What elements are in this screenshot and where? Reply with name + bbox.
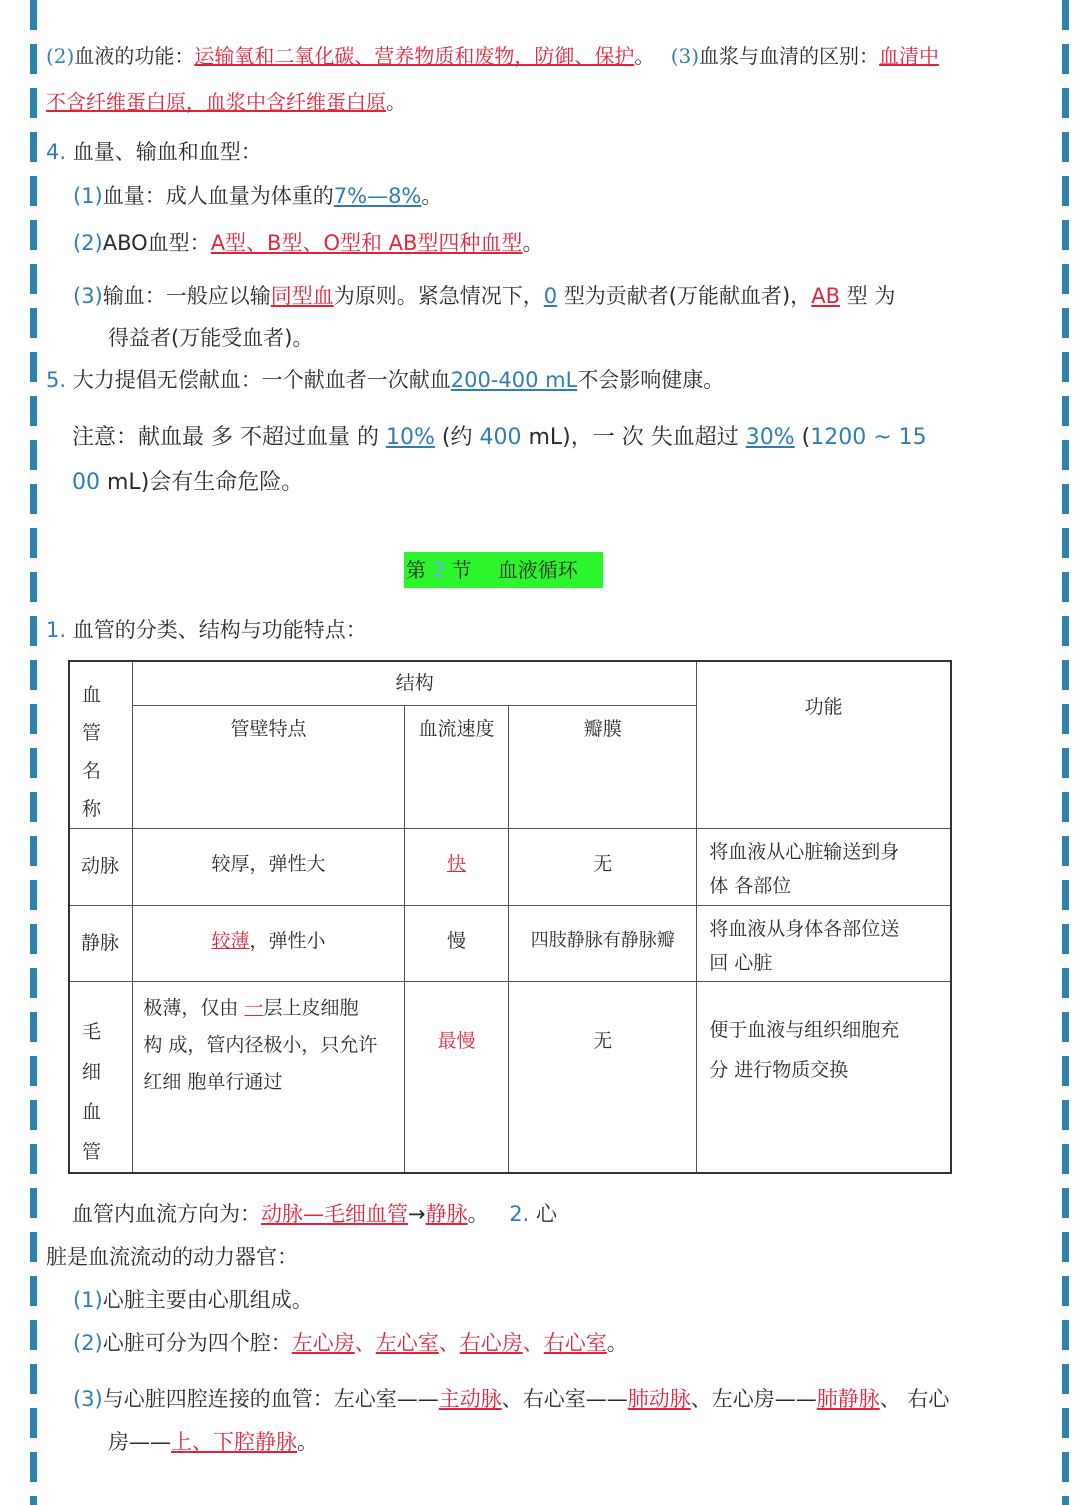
item-text: 与心脏四腔连接的血管：左心室—— (102, 1387, 439, 1411)
section-prefix: 第 (406, 558, 426, 582)
section-name: 血液循环 (497, 558, 578, 582)
header-valve: 瓣膜 (509, 705, 697, 828)
note-value: 00 (72, 470, 100, 495)
answer-text: 不含纤维蛋白原，血浆中含纤维蛋白原 (46, 90, 386, 114)
name-char: 血 (82, 1101, 102, 1123)
punct: 。 (386, 90, 406, 114)
note-value: 400 (479, 425, 522, 450)
function-line: 回 心脏 (709, 952, 773, 974)
answer-text: 200-400 mL (450, 368, 578, 392)
wall-text: ，弹性小 (249, 930, 326, 952)
valve: 无 (509, 829, 697, 906)
item-label: 血液的功能： (74, 44, 195, 68)
flow-speed (404, 982, 509, 1174)
punct: 。 (297, 1430, 318, 1454)
item-number: (2) (46, 44, 75, 68)
item-number: (1) (73, 1288, 103, 1312)
wall-feature: 较厚，弹性大 (133, 829, 404, 906)
vessel-name (69, 982, 133, 1174)
item-text: 血量：成人血量为体重的 (102, 184, 334, 208)
wall-feature (133, 906, 404, 982)
item-text: 得益者(万能受血者)。 (108, 326, 314, 350)
punct: 。 (467, 1202, 489, 1226)
item-text: 型 为 (846, 284, 896, 308)
wall-feature (133, 982, 404, 1174)
wall-text: 极薄，仅由 (143, 997, 239, 1019)
heart-item-1 (73, 1284, 313, 1314)
note-text: (约 (441, 425, 473, 450)
item-number: (3) (73, 1387, 103, 1411)
answer-text: AB (811, 284, 840, 308)
item-text: 心脏主要由心肌组成。 (102, 1288, 313, 1312)
item-number: (3) (670, 44, 700, 68)
separator: 、 (438, 1331, 460, 1355)
flow-speed (404, 829, 509, 906)
heart-item-3-continued (108, 1426, 318, 1456)
note-text: ( (801, 425, 811, 450)
answer-text: 主动脉 (438, 1387, 502, 1411)
section-title (404, 552, 603, 588)
question-number: 5. (46, 368, 67, 392)
header-char: 称 (82, 798, 102, 820)
function-line: 便于血液与组织细胞充 (709, 1019, 900, 1041)
note-text: mL)，一 次 失血超过 (528, 425, 739, 450)
question-number: 1. (46, 618, 67, 642)
item-text: 房—— (108, 1430, 171, 1454)
arrow-icon: → (408, 1202, 426, 1226)
item-text: 输血：一般应以输 (102, 284, 271, 308)
answer-text: 7%—8% (333, 184, 422, 208)
table-row (69, 829, 951, 906)
answer-text: 左心室 (375, 1331, 439, 1355)
note-text: mL)会有生命危险。 (107, 470, 304, 495)
note-line-2 (72, 465, 303, 496)
question-number: 4. (46, 140, 67, 164)
answer-text: 运输氧和二氧化碳、营养物质和废物，防御、保护 (194, 44, 635, 68)
separator: 、 (522, 1331, 544, 1355)
section-suffix: 节 (451, 558, 472, 582)
function-line: 将血液从身体各部位送 (709, 918, 900, 940)
item-text: 、 右心 (879, 1387, 950, 1411)
answer-text: 同型血 (270, 284, 334, 308)
answer-text: 右心室 (543, 1331, 607, 1355)
valve: 四肢静脉有静脉瓣 (509, 906, 697, 982)
note-value: 1200 ~ 15 (810, 425, 927, 450)
note-line-1 (72, 420, 927, 451)
header-function: 功能 (697, 661, 951, 829)
name-char: 管 (82, 1141, 102, 1163)
question-text: 不会影响健康。 (577, 368, 725, 392)
answer-text: 左心房 (291, 1331, 355, 1355)
answer-text: 最慢 (437, 1030, 476, 1052)
header-char: 血 (82, 684, 102, 706)
question-title: 血管的分类、结构与功能特点： (72, 618, 367, 642)
answer-text: 快 (446, 853, 466, 875)
q4-item-3-continued (108, 322, 313, 352)
answer-text: A型、B型、O型和 AB型四种血型 (210, 231, 523, 255)
item-text: 型为贡献者(万能献血者)， (563, 284, 812, 308)
q4-item-2 (73, 227, 543, 257)
vessel-name: 动脉 (69, 829, 133, 906)
function (697, 982, 951, 1174)
name-char: 细 (82, 1061, 102, 1083)
answer-text: 肺静脉 (816, 1387, 880, 1411)
flow-speed: 慢 (404, 906, 509, 982)
name-char: 毛 (82, 1021, 102, 1043)
q1-heading (46, 614, 367, 644)
wall-text: 红细 胞单行通过 (143, 1071, 283, 1093)
left-border-decoration (30, 0, 37, 1505)
q4-heading (46, 136, 262, 166)
punct: 。 (421, 184, 443, 208)
q2-heading (46, 1241, 298, 1271)
q5-line (46, 364, 724, 394)
item-number: (2) (73, 231, 103, 255)
flow-direction-line (72, 1198, 557, 1228)
separator: 、 (354, 1331, 376, 1355)
table-row (69, 982, 951, 1174)
header-speed: 血流速度 (404, 705, 509, 828)
heart-item-3 (73, 1383, 949, 1413)
answer-text: 肺动脉 (627, 1387, 691, 1411)
heart-item-2 (73, 1327, 628, 1357)
answer-text: 一 (244, 997, 264, 1019)
q4-item-3 (73, 280, 895, 310)
header-structure: 结构 (133, 661, 697, 705)
q4-item-1 (73, 180, 442, 210)
question-title: 脏是血流流动的动力器官： (46, 1245, 298, 1269)
wall-text: 层上皮细胞 (263, 997, 359, 1019)
function-line: 分 进行物质交换 (709, 1059, 849, 1081)
answer-text: 静脉 (425, 1202, 468, 1226)
punct: 。 (522, 231, 544, 255)
function-line: 体 各部位 (709, 875, 792, 897)
answer-text: 上、下腔静脉 (171, 1430, 297, 1454)
punct: 。 (606, 1331, 628, 1355)
vessel-name: 静脉 (69, 906, 133, 982)
valve: 无 (509, 982, 697, 1174)
flow-text: 血管内血流方向为： (72, 1202, 261, 1226)
vessel-table (68, 660, 952, 1174)
table-row (69, 906, 951, 982)
header-char: 管 (82, 722, 102, 744)
function-line: 将血液从心脏输送到身 (709, 841, 900, 863)
item-number: (3) (73, 284, 103, 308)
header-vessel-name (69, 661, 133, 829)
serum-difference-line (46, 86, 406, 115)
question-title: 血量、输血和血型： (72, 140, 262, 164)
item-text: 、左心房—— (690, 1387, 817, 1411)
punct: 。 (634, 44, 655, 68)
blood-function-line (46, 40, 939, 69)
function (697, 829, 951, 906)
section-number: 2 (432, 558, 446, 582)
answer-text: 血清中 (879, 44, 940, 68)
answer-text: 30% (745, 425, 795, 450)
question-number: 2. (509, 1202, 530, 1226)
function (697, 906, 951, 982)
item-text: 为原则。紧急情况下， (333, 284, 544, 308)
item-number: (1) (73, 184, 103, 208)
item-label: 血浆与血清的区别： (699, 44, 880, 68)
wall-text: 构 成，管内径极小，只允许 (143, 1034, 378, 1056)
answer-text: 10% (385, 425, 435, 450)
item-text: 心脏可分为四个腔： (102, 1331, 292, 1355)
right-border-decoration (1062, 0, 1069, 1505)
answer-text: 较薄 (211, 930, 250, 952)
answer-text: 0 (543, 284, 558, 308)
item-text: 、右心室—— (501, 1387, 628, 1411)
header-wall: 管壁特点 (133, 705, 404, 828)
question-title: 心 (536, 1202, 558, 1226)
item-number: (2) (73, 1331, 103, 1355)
header-char: 名 (82, 760, 102, 782)
answer-text: 动脉—毛细血管 (261, 1202, 408, 1226)
answer-text: 右心房 (459, 1331, 523, 1355)
note-text: 注意：献血最 多 不超过血量 的 (72, 425, 379, 450)
question-text: 大力提倡无偿献血：一个献血者一次献血 (72, 368, 451, 392)
item-text: ABO血型： (102, 231, 211, 255)
